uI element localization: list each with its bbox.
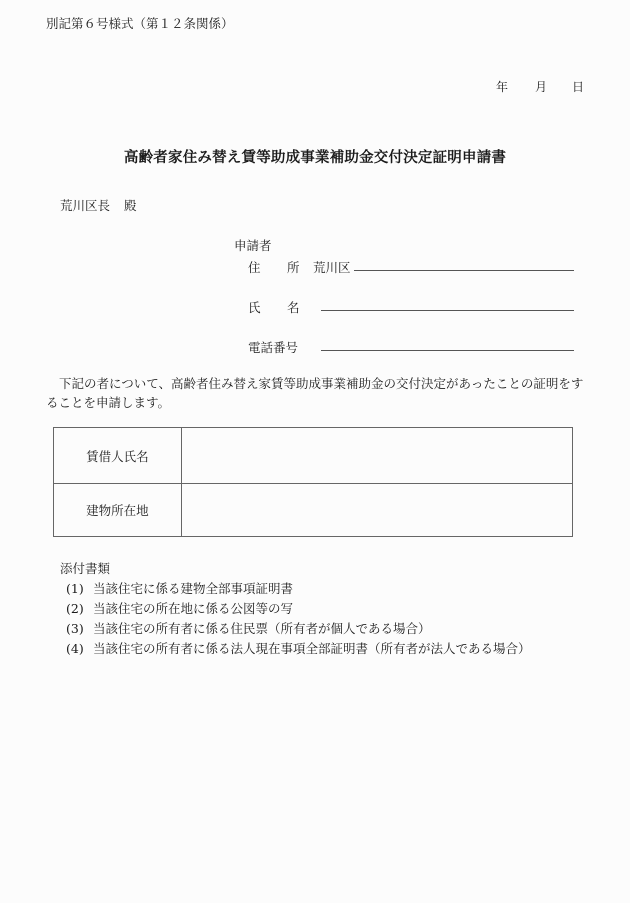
attachments-heading: 添付書類 [60, 561, 111, 576]
list-item [66, 639, 531, 657]
name-label-part2: 名 [287, 300, 300, 315]
item-text: 当該住宅に係る建物全部事項証明書 [93, 581, 294, 596]
item-number: (3) [66, 621, 84, 636]
list-item [66, 579, 293, 597]
name-field[interactable] [321, 310, 574, 311]
document-title: 高齢者家住み替え賃等助成事業補助金交付決定証明申請書 [123, 150, 507, 166]
addressee [60, 196, 137, 214]
date-day-label: 日 [572, 80, 585, 94]
item-text: 当該住宅の所有者に係る住民票（所有者が個人である場合） [93, 621, 431, 636]
building-location-label: 建物所在地 [54, 484, 182, 537]
table-row [54, 484, 573, 537]
item-number: (1) [66, 581, 84, 596]
date-year-label: 年 [496, 80, 509, 94]
form-reference: 別記第６号様式（第１２条関係） [46, 16, 234, 31]
list-item [66, 619, 431, 637]
addressee-name: 荒川区長 [60, 198, 111, 213]
item-number: (2) [66, 601, 84, 616]
address-field[interactable] [354, 270, 574, 271]
table-row [54, 428, 573, 484]
applicant-heading: 申請者 [234, 238, 272, 253]
tenant-name-label: 賃借人氏名 [54, 428, 182, 484]
name-label-part1: 氏 [248, 300, 261, 315]
item-number: (4) [66, 641, 84, 656]
address-label-part2: 所 [287, 260, 300, 275]
item-text: 当該住宅の所在地に係る公図等の写 [93, 601, 294, 616]
tenant-name-field[interactable] [181, 428, 572, 484]
request-statement: 下記の者について、高齢者住み替え家賃等助成事業補助金の交付決定があったことの証明をすることを申請します。 [46, 376, 584, 410]
date-month-label: 月 [535, 80, 548, 94]
list-item [66, 599, 293, 617]
building-location-field[interactable] [181, 484, 572, 537]
address-prefix: 荒川区 [313, 260, 351, 275]
item-text: 当該住宅の所有者に係る法人現在事項全部証明書（所有者が法人である場合） [93, 641, 531, 656]
phone-field[interactable] [321, 350, 574, 351]
addressee-honorific: 殿 [124, 198, 137, 213]
phone-label: 電話番号 [248, 340, 299, 355]
info-table [53, 427, 573, 537]
address-label-part1: 住 [248, 260, 261, 275]
